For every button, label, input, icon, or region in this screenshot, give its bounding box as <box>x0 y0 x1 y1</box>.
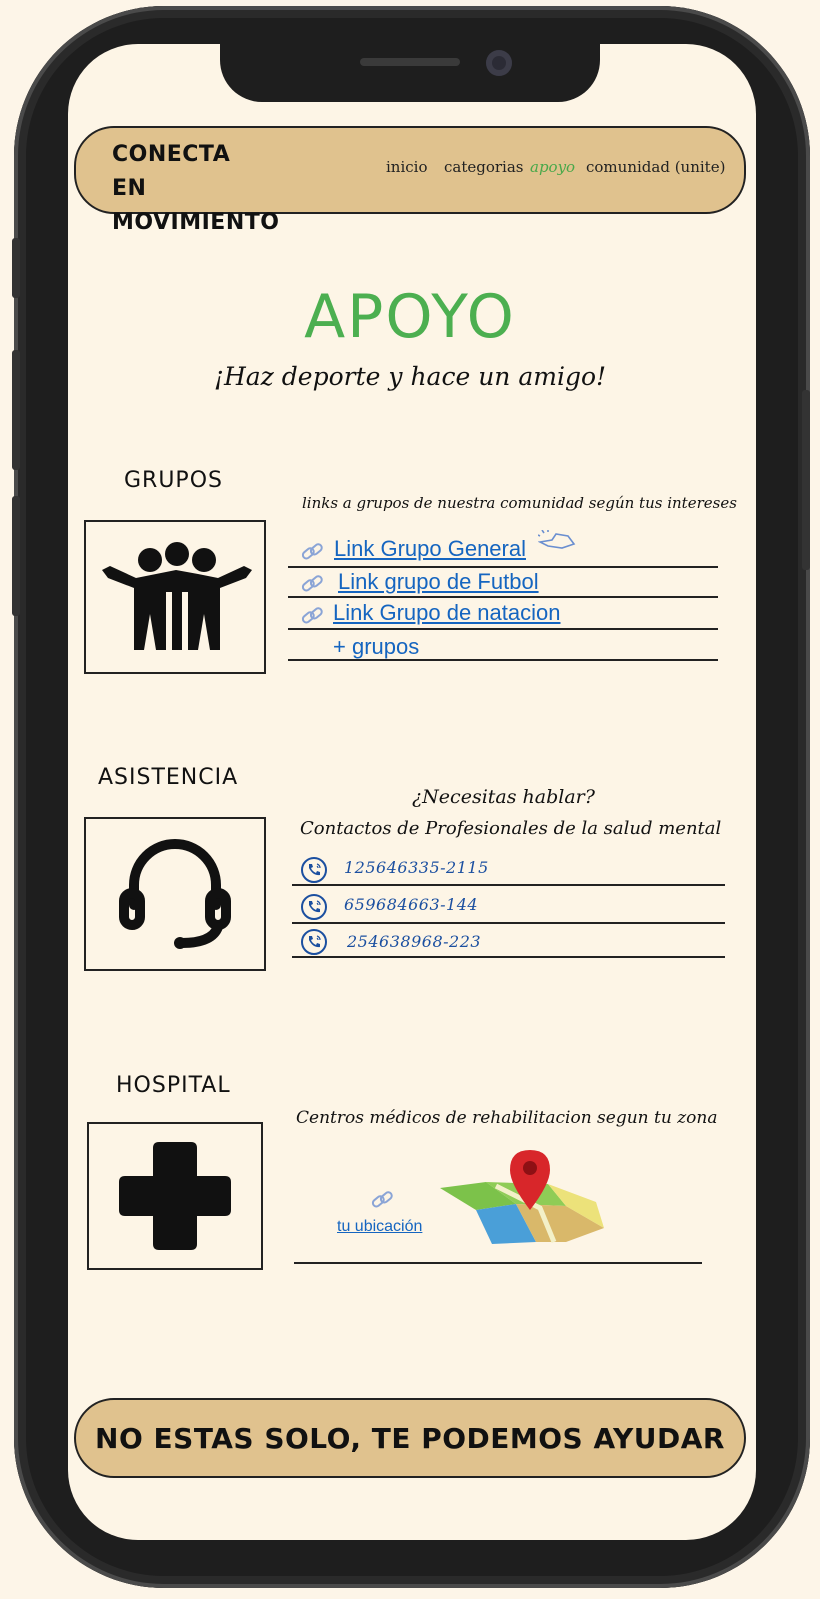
assistance-description: Contactos de Profesionales de la salud mental <box>300 818 722 839</box>
power-button <box>802 390 810 570</box>
brand-line-2: MOVIMIENTO <box>112 210 280 235</box>
location-link[interactable]: tu ubicación <box>337 1218 423 1235</box>
volume-down-button <box>12 496 20 616</box>
divider-line <box>292 956 725 958</box>
map-pin-icon[interactable] <box>436 1146 608 1246</box>
nav-inicio[interactable]: inicio <box>386 158 428 176</box>
divider-line <box>294 1262 702 1264</box>
hospital-description: Centros médicos de rehabilitacion segun tu zona <box>296 1108 718 1128</box>
phone-notch <box>220 44 600 102</box>
medical-cross-icon <box>89 1124 261 1268</box>
phone-call-icon <box>300 856 328 884</box>
divider-line <box>288 596 718 598</box>
hospital-icon-box <box>87 1122 263 1270</box>
link-grupo-general[interactable]: Link Grupo General <box>334 536 526 561</box>
divider-line <box>288 566 718 568</box>
phone-number-2[interactable]: 659684663-144 <box>344 895 479 914</box>
brand-line-1: CONECTA EN <box>112 142 231 201</box>
phone-call-icon <box>300 928 328 956</box>
link-grupo-natacion[interactable]: Link Grupo de natacion <box>333 600 561 625</box>
link-grupo-futbol[interactable]: Link grupo de Futbol <box>338 569 539 594</box>
nav-comunidad[interactable]: comunidad (unite) <box>586 158 726 176</box>
divider-line <box>292 884 725 886</box>
headset-icon <box>86 819 264 969</box>
phone-call-icon <box>300 893 328 921</box>
divider-line <box>288 628 718 630</box>
mute-switch <box>12 238 20 298</box>
link-chain-icon <box>300 604 324 628</box>
more-groups-link[interactable]: + grupos <box>333 634 420 659</box>
link-chain-icon <box>370 1188 394 1212</box>
page-title: APOYO <box>304 282 516 352</box>
page-subtitle: ¡Haz deporte y hace un amigo! <box>213 362 607 391</box>
assistance-question: ¿Necesitas hablar? <box>412 786 595 808</box>
speaker-grill <box>360 58 460 66</box>
footer-banner <box>74 1398 746 1478</box>
divider-line <box>288 659 718 661</box>
link-chain-icon <box>300 540 324 564</box>
phone-number-1[interactable]: 125646335-2115 <box>344 858 489 877</box>
link-chain-icon <box>300 572 324 596</box>
groups-section-label: GRUPOS <box>124 468 223 493</box>
footer-message: NO ESTAS SOLO, TE PODEMOS AYUDAR <box>95 1421 725 1455</box>
groups-icon-box <box>84 520 266 674</box>
nav-categorias[interactable]: categorias <box>444 158 524 176</box>
volume-up-button <box>12 350 20 470</box>
divider-line <box>292 922 725 924</box>
brand-logo[interactable] <box>112 138 280 240</box>
groups-description: links a grupos de nuestra comunidad según tus intereses <box>302 494 737 512</box>
assistance-section-label: ASISTENCIA <box>98 765 239 790</box>
assistance-icon-box <box>84 817 266 971</box>
front-camera <box>486 50 512 76</box>
hospital-section-label: HOSPITAL <box>116 1073 231 1098</box>
nav-apoyo[interactable]: apoyo <box>530 158 576 176</box>
phone-number-3[interactable]: 254638968-223 <box>347 932 482 951</box>
group-people-icon <box>86 522 264 672</box>
pointer-hand-icon <box>538 530 576 554</box>
